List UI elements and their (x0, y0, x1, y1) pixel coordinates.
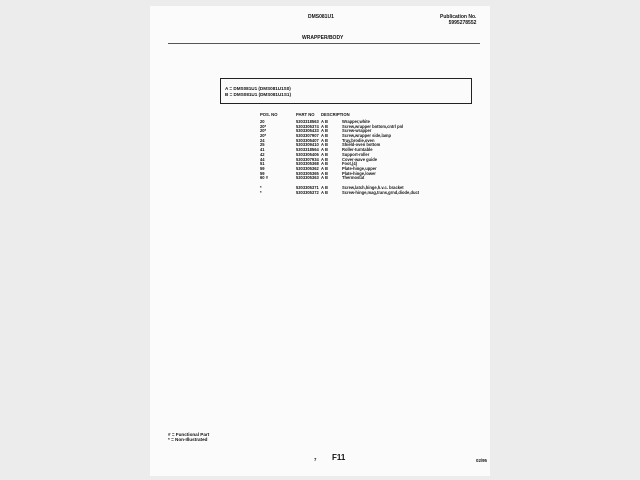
model-code-cell: A B (321, 133, 328, 139)
description-cell: Screw,wrapper bottom,cntrl pnl (342, 123, 404, 129)
model-code-cell: A B (321, 137, 328, 143)
description-cell: Shield-oven bottom (342, 142, 381, 148)
part-cell: 5303305406 (296, 151, 319, 157)
description-cell: Thermostat (342, 175, 365, 181)
part-cell: 5303305407 (296, 137, 319, 143)
document-page (150, 6, 490, 476)
part-cell: 5303305363 (296, 175, 319, 181)
figure-code: F11 (332, 453, 346, 462)
publication-label: Publication No. (440, 14, 477, 20)
model-code-cell: A B (321, 175, 328, 181)
pos-cell: 20 (260, 119, 265, 124)
pos-cell: 59 (260, 170, 265, 176)
part-cell: 5303305368 (296, 161, 319, 167)
header-rule (168, 43, 480, 44)
description-cell: Foot,(4) (342, 161, 358, 167)
column-header-part: PART NO (296, 112, 315, 117)
description-cell: Screw,latch,hinge,h.v.c. bracket (342, 184, 404, 190)
model-code-cell: A B (321, 184, 328, 190)
publication-block (440, 14, 476, 26)
description-cell: Cover-wave guide (342, 156, 378, 162)
part-cell: 5303305371 (296, 184, 319, 190)
model-code-cell: A B (321, 151, 328, 157)
model-code-cell: A B (321, 189, 328, 195)
pos-cell: 24 (260, 137, 265, 143)
page-number: 7 (314, 457, 317, 462)
model-number: DMS081U1 (308, 14, 334, 20)
description-cell: Support-roller (342, 151, 370, 157)
model-code-cell: A B (321, 119, 328, 124)
description-cell: Wrapper,white (342, 119, 370, 124)
part-cell: 5303307934 (296, 156, 319, 162)
column-header-description: DESCRIPTION (321, 112, 350, 117)
part-cell: 5303307907 (296, 133, 319, 139)
pos-cell: 20* (260, 133, 267, 139)
model-code-cell: A B (321, 123, 328, 129)
part-cell: 5303305372 (296, 189, 319, 195)
part-cell: 5303305433 (296, 128, 319, 134)
pos-cell: 41 (260, 147, 265, 153)
description-cell: Screw,wrapper side,lamp (342, 133, 391, 139)
pos-cell: * (260, 184, 262, 190)
description-cell: Plate-hinge,upper (342, 165, 377, 171)
column-header-pos: POS. NO (260, 112, 278, 117)
pos-cell: * (260, 189, 262, 195)
publication-number: 5995278552 (448, 20, 477, 26)
part-cell: 5303318563 (296, 119, 319, 124)
pos-cell: 42 (260, 151, 265, 157)
section-title: WRAPPER/BODY (302, 35, 344, 41)
part-cell: 5303305365 (296, 170, 319, 176)
description-cell: Screw-hinge,mag,trans,grnd,diode,duct (342, 189, 420, 195)
part-cell: 5303318564 (296, 147, 319, 153)
model-code-cell: A B (321, 147, 328, 153)
description-cell: Screw-wrapper (342, 128, 372, 134)
model-code-cell: A B (321, 170, 328, 176)
part-cell: 5303305374 (296, 123, 319, 129)
model-variant-a: A = DMS081U1 (DMS081U1S0) (225, 86, 291, 91)
pos-cell: 51 (260, 161, 265, 167)
pos-cell: 20* (260, 128, 267, 134)
model-code-cell: A B (321, 156, 328, 162)
pos-cell: 60 # (260, 175, 268, 181)
model-code-cell: A B (321, 161, 328, 167)
pos-cell: 25 (260, 142, 265, 148)
description-cell: Roller-turntable (342, 147, 373, 153)
pos-cell: 20* (260, 123, 267, 129)
pos-cell: 44 (260, 156, 265, 162)
pos-cell: 59 (260, 165, 265, 171)
model-variant-box (220, 78, 472, 104)
legend-functional: # = Functional Part (168, 432, 210, 437)
legend-non-illustrated: * = Non-Illustrated (168, 437, 208, 442)
part-cell: 5303305362 (296, 165, 319, 171)
model-variant-b: B = DMS081U1 (DMS081U1S1) (225, 92, 291, 97)
model-code-cell: A B (321, 128, 328, 134)
part-cell: 5303309410 (296, 142, 319, 148)
model-code-cell: A B (321, 165, 328, 171)
description-cell: Plate-hinge,lower (342, 170, 376, 176)
legend (168, 432, 209, 442)
model-code-cell: A B (321, 142, 328, 148)
footer-date: 02/95 (476, 458, 487, 463)
description-cell: Tray,brodie,oven (342, 137, 375, 143)
